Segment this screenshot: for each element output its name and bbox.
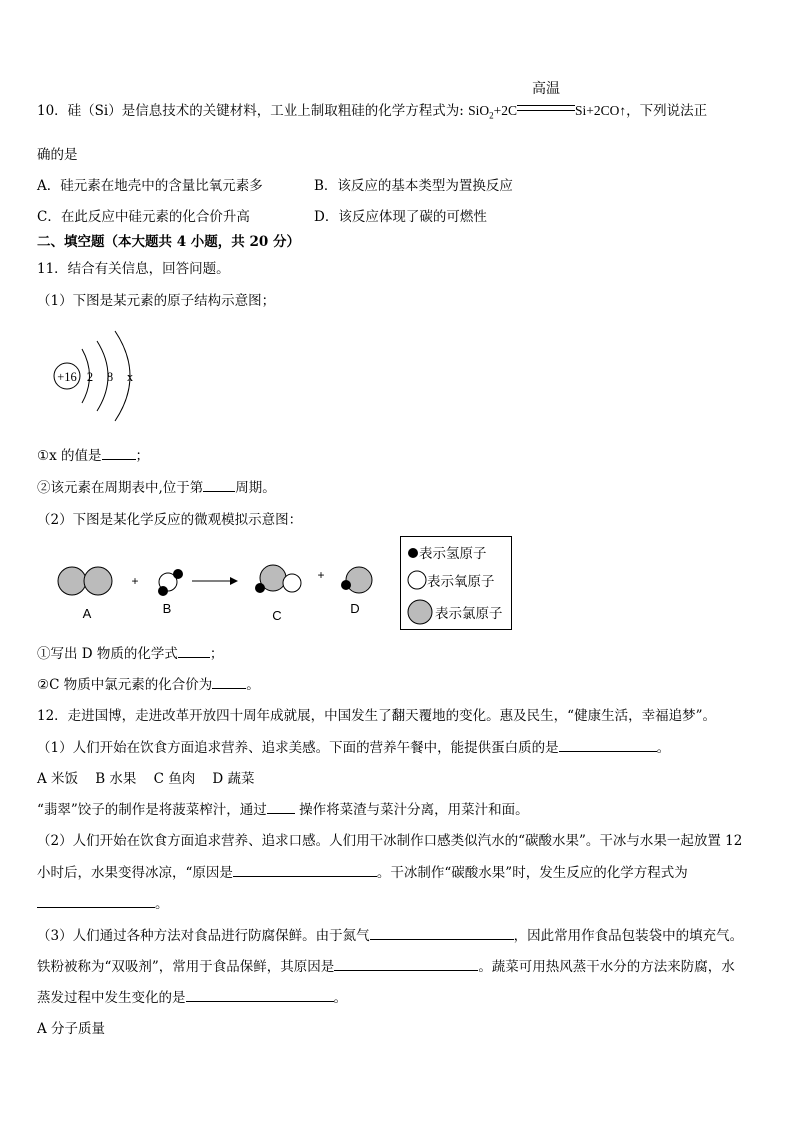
answer-blank[interactable]	[102, 447, 136, 460]
nucleus-charge: +16	[57, 370, 77, 384]
atom-structure-diagram	[45, 325, 155, 425]
answer-blank[interactable]	[334, 958, 478, 971]
plus-sign: +	[317, 568, 325, 582]
oxygen-atom-icon	[407, 570, 427, 590]
label-c: C	[272, 608, 282, 623]
q11-stem: 11．结合有关信息，回答问题。	[37, 261, 230, 277]
answer-blank[interactable]	[233, 864, 377, 877]
legend-oxygen: 表示氧原子	[407, 570, 495, 590]
q12-part1-options: A 米饭 B 水果 C 鱼肉 D 蔬菜	[37, 771, 255, 787]
reaction-condition: 高温	[517, 97, 575, 115]
legend-hydrogen: 表示氢原子	[407, 542, 487, 562]
q12-part3-line1: （3）人们通过各种方法对食品进行防腐保鲜。由于氮气 ，因此常用作食品包装袋中的填充气。	[37, 928, 744, 944]
q10-option-d: D．该反应体现了碳的可燃性	[314, 209, 487, 225]
q12-part3-line3: 蒸发过程中发生变化的是 。	[37, 990, 347, 1006]
shell-1-electrons: 2	[86, 370, 94, 384]
q12-part1b: “翡翠”饺子的制作是将菠菜榨汁，通过 操作将菜渣与菜汁分离，用菜汁和面。	[37, 802, 529, 818]
hydrogen-atom-icon	[407, 547, 419, 559]
hydrogen-atom	[158, 586, 168, 596]
q12-stem: 12．走进国博，走进改革开放四十周年成就展，中国发生了翻天覆地的变化。惠及民生，“健康生活，幸福追梦”。	[37, 708, 716, 724]
plus-sign: +	[131, 574, 139, 588]
q10-stem-cont: 确的是	[37, 147, 78, 163]
q10-option-a: A．硅元素在地壳中的含量比氧元素多	[37, 178, 263, 194]
label-d: D	[350, 601, 360, 616]
equals-sign	[517, 105, 575, 111]
label-a: A	[82, 606, 92, 621]
q11-1a: ①x 的值是 ；	[37, 448, 150, 464]
q11-2b: ②C 物质中氯元素的化合价为 。	[37, 677, 260, 693]
arrow-head	[230, 577, 238, 585]
chlorine-atom	[346, 567, 372, 593]
answer-blank[interactable]	[203, 479, 235, 492]
answer-blank[interactable]	[559, 739, 657, 752]
q12-part2-line2: 小时后，水果变得冰凉，“原因是 。干冰制作“碳酸水果”时，发生反应的化学方程式为	[37, 865, 688, 881]
q12-part2-line3: 。	[37, 895, 169, 913]
chlorine-atom	[84, 567, 112, 595]
hydrogen-atom	[173, 569, 183, 579]
hydrogen-atom	[341, 580, 351, 590]
q10-option-b: B．该反应的基本类型为置换反应	[314, 178, 513, 194]
q10-option-c: C．在此反应中硅元素的化合价升高	[37, 209, 250, 225]
hydrogen-atom	[255, 583, 265, 593]
reaction-diagram	[50, 555, 390, 630]
q11-2a: ①写出 D 物质的化学式 ；	[37, 646, 224, 662]
answer-blank[interactable]	[178, 645, 210, 658]
oxygen-atom	[283, 574, 301, 592]
answer-blank[interactable]	[212, 676, 246, 689]
q12-part3-option-a: A 分子质量	[37, 1021, 106, 1037]
q11-part2: （2）下图是某化学反应的微观模拟示意图：	[37, 512, 303, 528]
answer-blank[interactable]	[37, 895, 155, 908]
label-b: B	[162, 601, 172, 616]
legend-chlorine: 表示氯原子	[407, 599, 503, 625]
shell-3-electrons: x	[126, 370, 134, 384]
q11-1b: ②该元素在周期表中,位于第 周期。	[37, 480, 276, 496]
q11-part1: （1）下图是某元素的原子结构示意图；	[37, 293, 276, 309]
answer-blank[interactable]	[267, 801, 295, 814]
diagram-legend	[400, 536, 512, 630]
shell-2-electrons: 8	[106, 370, 114, 384]
answer-blank[interactable]	[186, 989, 334, 1002]
section-heading: 二、填空题（本大题共 4 小题，共 20 分）	[37, 234, 300, 250]
q12-part2-line1: （2）人们开始在饮食方面追求营养、追求口感。人们用干冰制作口感类似汽水的“碳酸水果”。干冰与水果一起放置 12	[37, 833, 743, 849]
q10-stem: 10．硅（Si）是信息技术的关键材料，工业上制取粗硅的化学方程式为: SiO$_2$+2C 高温 Si+2CO↑，下列说法正	[37, 82, 708, 121]
chlorine-atom-icon	[407, 599, 435, 625]
chlorine-atom	[58, 567, 86, 595]
q12-part1: （1）人们开始在饮食方面追求营养、追求美感。下面的营养午餐中，能提供蛋白质的是 。	[37, 740, 671, 756]
answer-blank[interactable]	[370, 927, 514, 940]
equation: SiO$_2$+2C 高温 Si+2CO↑	[468, 82, 627, 121]
q12-part3-line2: 铁粉被称为“双吸剂”，常用于食品保鲜，其原因是 。蔬菜可用热风蒸干水分的方法来防腐，水	[37, 959, 735, 975]
